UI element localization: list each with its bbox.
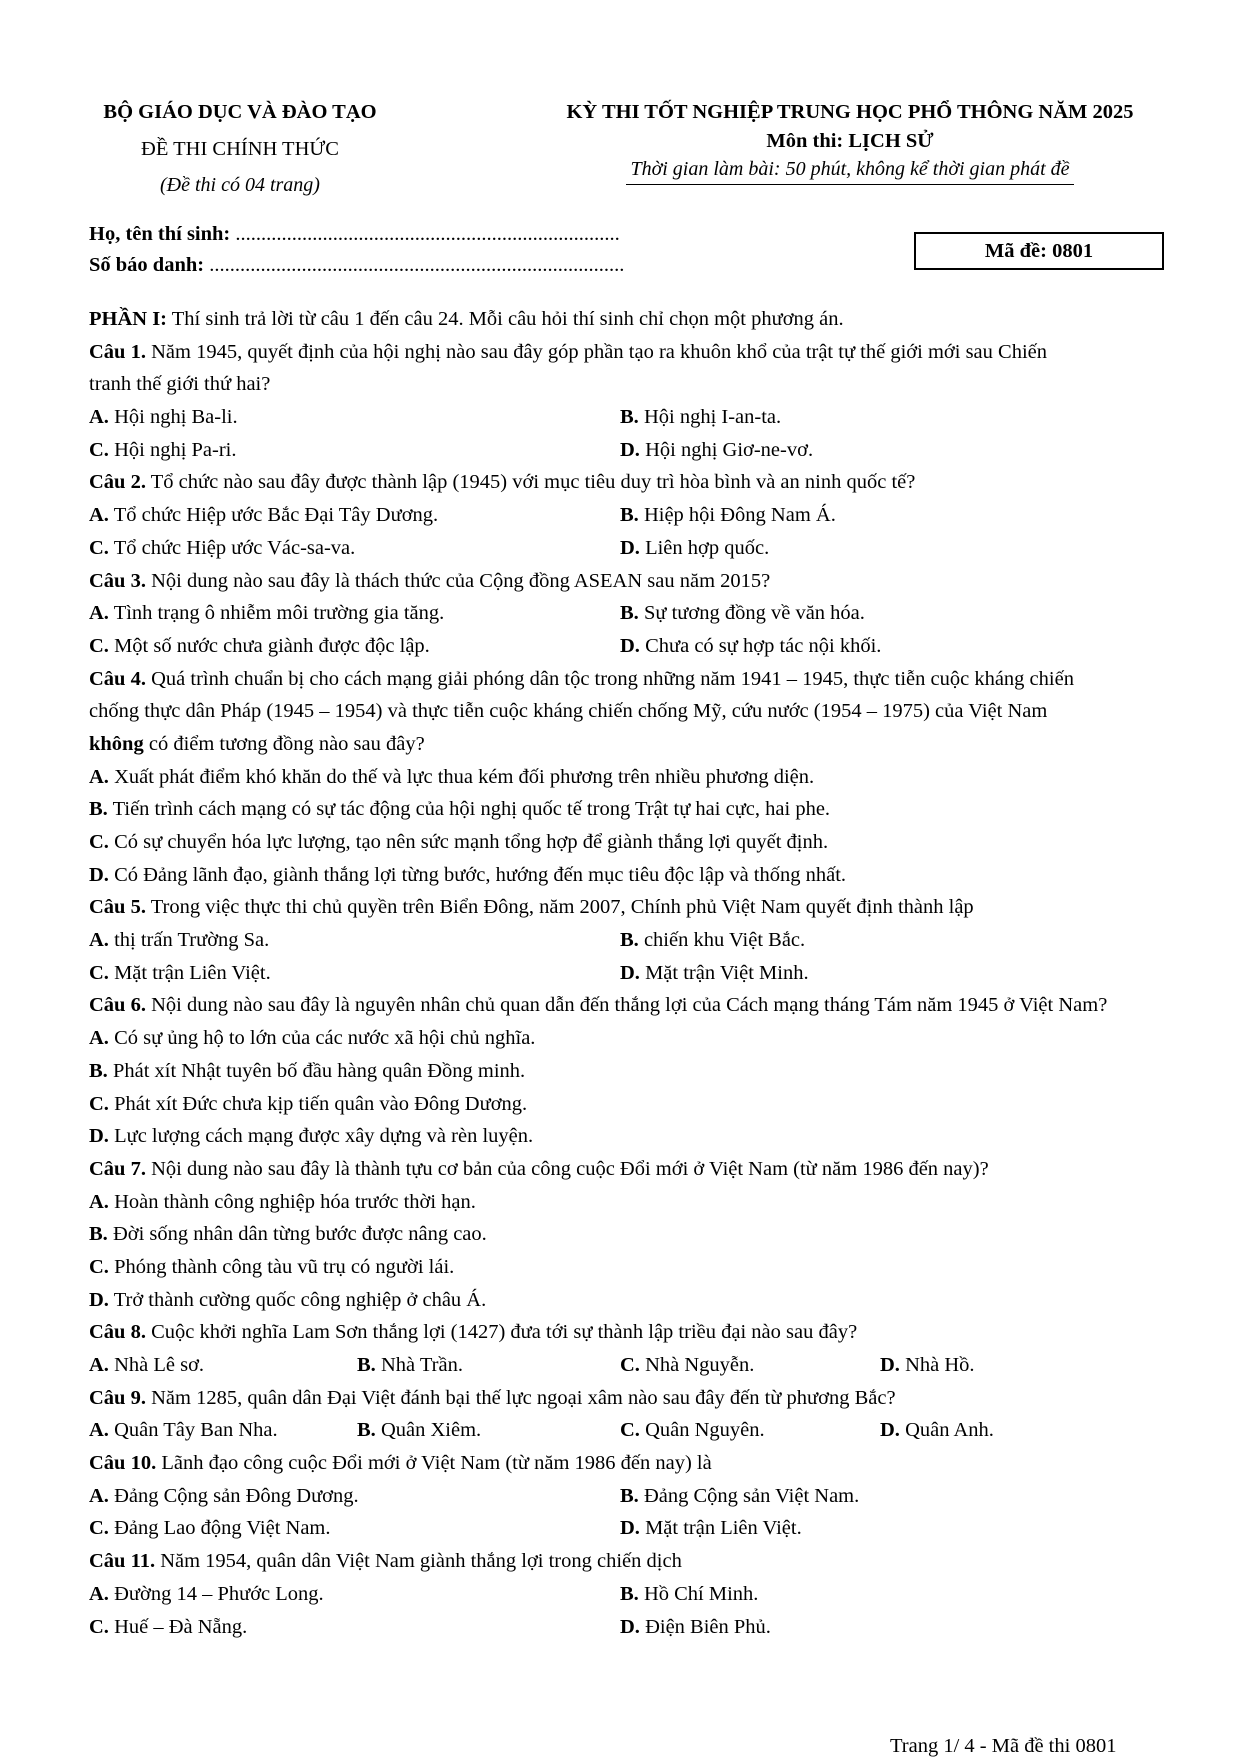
option-a <box>89 1186 476 1219</box>
question-3-line <box>89 565 1181 598</box>
options-row <box>89 859 1181 892</box>
question-10-line <box>89 1447 1181 1480</box>
option-key: C. <box>89 1092 109 1115</box>
candidate-name-dots: ........................................................................... <box>235 223 620 245</box>
exam-code-box: Mã đề: 0801 <box>914 232 1164 270</box>
options-row <box>89 957 1181 990</box>
option-text: Hội nghị Ba-li. <box>114 406 238 429</box>
option-a <box>89 597 444 630</box>
option-key: A. <box>89 1582 109 1605</box>
question-2-line <box>89 466 1181 499</box>
option-a <box>89 1480 359 1513</box>
option-text: Liên hợp quốc. <box>645 536 770 559</box>
option-d <box>89 859 846 892</box>
candidate-id-label: Số báo danh: <box>89 254 205 276</box>
question-text: tranh thế giới thứ hai? <box>89 373 271 396</box>
ministry-name: BỘ GIÁO DỤC VÀ ĐÀO TẠO <box>103 101 377 123</box>
option-text: Trở thành cường quốc công nghiệp ở châu Á. <box>113 1288 487 1311</box>
option-key: C. <box>89 438 109 461</box>
question-1-line <box>89 368 1181 401</box>
option-key: B. <box>620 1582 639 1605</box>
option-text: Tổ chức Hiệp ước Bắc Đại Tây Dương. <box>113 504 439 527</box>
header-left <box>70 100 410 198</box>
option-b <box>620 597 865 630</box>
option-key: A. <box>89 1354 109 1376</box>
header-right <box>500 100 1200 185</box>
option-b <box>620 499 836 532</box>
option-d <box>620 434 813 467</box>
question-8-line <box>89 1316 1181 1349</box>
option-key: D. <box>620 438 640 461</box>
option-key: D. <box>620 634 640 657</box>
option-key: B. <box>620 1484 639 1507</box>
option-d <box>880 1414 994 1447</box>
options-row <box>89 761 1181 794</box>
option-text: Đảng Cộng sản Đông Dương. <box>114 1484 359 1507</box>
option-b <box>89 1055 525 1088</box>
option-key: D. <box>89 863 109 886</box>
option-key: C. <box>89 831 109 853</box>
question-text: Tổ chức nào sau đây được thành lập (1945) với mục tiêu duy trì hòa bình và an ninh quốc tế? <box>145 471 916 494</box>
candidate-name-label: Họ, tên thí sinh: <box>89 223 231 245</box>
options-row <box>89 1349 1181 1382</box>
option-key: A. <box>89 602 109 625</box>
question-emphasis: không <box>89 732 144 755</box>
option-key: A. <box>89 1484 109 1507</box>
part-text: Thí sinh trả lời từ câu 1 đến câu 24. Mỗi câu hỏi thí sinh chỉ chọn một phương án. <box>167 308 844 330</box>
option-key: D. <box>620 961 640 984</box>
options-row <box>89 1218 1181 1251</box>
option-text: Sự tương đồng về văn hóa. <box>643 602 865 625</box>
option-text: Hội nghị Pa-ri. <box>114 438 237 461</box>
option-key: A. <box>89 406 109 429</box>
option-text: Quân Anh. <box>905 1419 994 1442</box>
option-text: Đường 14 – Phước Long. <box>114 1582 324 1605</box>
option-key: A. <box>89 1190 109 1213</box>
part-label: PHẦN I: <box>89 308 168 330</box>
question-1-line <box>89 336 1181 369</box>
question-text: Quá trình chuẩn bị cho cách mạng giải phóng dân tộc trong những năm 1941 – 1945, thực tiễn cuộc kháng chiến <box>145 667 1074 690</box>
options-row <box>89 1578 1181 1611</box>
question-text: Năm 1945, quyết định của hội nghị nào sau đây góp phần tạo ra khuôn khổ của trật tự thế giới mới sau Chiến <box>145 340 1047 363</box>
option-key: B. <box>89 1223 108 1246</box>
question-text: Nội dung nào sau đây là thách thức của Cộng đồng ASEAN sau năm 2015? <box>145 569 771 592</box>
option-key: A. <box>89 765 109 788</box>
question-label: Câu 2. <box>89 471 146 494</box>
option-text: Điện Biên Phủ. <box>645 1615 771 1638</box>
question-text: chống thực dân Pháp (1945 – 1954) và thực tiễn cuộc kháng chiến chống Mỹ, cứu nước (1954 – 1975) của Việt Nam <box>89 700 1048 723</box>
option-key: C. <box>89 1517 109 1540</box>
option-a <box>89 499 438 532</box>
question-label: Câu 5. <box>89 896 146 919</box>
option-d <box>89 1120 533 1153</box>
option-text: Đảng Cộng sản Việt Nam. <box>643 1484 860 1507</box>
options-row <box>89 1186 1181 1219</box>
options-row <box>89 630 1181 663</box>
option-b <box>357 1414 481 1447</box>
option-key: C. <box>620 1354 640 1376</box>
options-row <box>89 434 1181 467</box>
options-row <box>89 401 1181 434</box>
option-c <box>89 826 828 859</box>
option-b <box>620 1480 859 1513</box>
option-text: Hội nghị I-an-ta. <box>643 406 782 429</box>
options-row <box>89 1120 1181 1153</box>
option-text: Một số nước chưa giành được độc lập. <box>114 634 430 657</box>
subject-title: Môn thi: LỊCH SỬ <box>766 129 934 152</box>
option-key: B. <box>357 1419 376 1442</box>
question-label: Câu 9. <box>89 1386 146 1409</box>
exam-title: KỲ THI TỐT NGHIỆP TRUNG HỌC PHỔ THÔNG NĂM 2025 <box>566 101 1134 123</box>
option-c <box>89 434 236 467</box>
option-text: Phóng thành công tàu vũ trụ có người lái. <box>114 1255 455 1278</box>
option-key: C. <box>620 1419 640 1442</box>
option-text: Phát xít Đức chưa kịp tiến quân vào Đông Dương. <box>114 1092 528 1115</box>
option-b <box>620 1578 758 1611</box>
time-note: Thời gian làm bài: 50 phút, không kể thời gian phát đề <box>626 157 1073 185</box>
option-key: D. <box>880 1354 900 1376</box>
option-c <box>89 1512 331 1545</box>
option-d <box>89 1284 486 1317</box>
option-text: Hội nghị Giơ-ne-vơ. <box>645 438 814 461</box>
question-text: Trong việc thực thi chủ quyền trên Biển Đông, năm 2007, Chính phủ Việt Nam quyết định thành lập <box>145 896 974 919</box>
option-text: Xuất phát điểm khó khăn do thế và lực thua kém đối phương trên nhiều phương diện. <box>114 765 815 788</box>
question-label: Câu 11. <box>89 1550 156 1573</box>
candidate-id-line <box>89 253 624 279</box>
option-text: Nhà Lê sơ. <box>114 1354 205 1376</box>
option-a <box>89 761 814 794</box>
option-key: B. <box>357 1354 376 1376</box>
options-row <box>89 1284 1181 1317</box>
option-key: B. <box>89 1059 108 1082</box>
options-row <box>89 1088 1181 1121</box>
option-text: Tiến trình cách mạng có sự tác động của hội nghị quốc tế trong Trật tự hai cực, hai phe. <box>112 798 831 821</box>
question-label: Câu 10. <box>89 1452 157 1475</box>
option-text: Mặt trận Liên Việt. <box>645 1517 802 1540</box>
option-key: C. <box>89 634 109 657</box>
question-4-line <box>89 663 1181 696</box>
question-text: Năm 1285, quân dân Đại Việt đánh bại thế lực ngoại xâm nào sau đây đến từ phương Bắc? <box>145 1386 896 1409</box>
option-text: Lực lượng cách mạng được xây dựng và rèn luyện. <box>114 1125 534 1148</box>
candidate-id-dots: ................................................................................. <box>209 254 625 276</box>
option-text: Chưa có sự hợp tác nội khối. <box>645 634 882 657</box>
option-text: Quân Xiêm. <box>380 1419 482 1442</box>
option-c <box>620 1349 754 1382</box>
pages-note: (Đề thi có 04 trang) <box>160 174 320 197</box>
option-key: D. <box>620 536 640 559</box>
option-text: Quân Tây Ban Nha. <box>114 1419 278 1442</box>
option-b <box>357 1349 463 1382</box>
part-heading <box>89 303 1181 336</box>
option-text: Đảng Lao động Việt Nam. <box>114 1517 331 1540</box>
question-text: Nội dung nào sau đây là thành tựu cơ bản của công cuộc Đổi mới ở Việt Nam (từ năm 1986 đến nay)? <box>145 1157 989 1180</box>
options-row <box>89 1611 1181 1644</box>
option-key: B. <box>620 602 639 625</box>
option-b <box>89 1218 487 1251</box>
candidate-name-line <box>89 222 620 248</box>
options-row <box>89 924 1181 957</box>
question-text: Lãnh đạo công cuộc Đổi mới ở Việt Nam (từ năm 1986 đến nay) là <box>156 1452 712 1475</box>
options-row <box>89 597 1181 630</box>
option-d <box>620 1611 771 1644</box>
option-b <box>620 924 805 957</box>
question-text: có điểm tương đồng nào sau đây? <box>143 732 425 755</box>
question-text: Nội dung nào sau đây là nguyên nhân chủ quan dẫn đến thắng lợi của Cách mạng tháng Tám năm 1945 ở Việt Nam? <box>145 994 1108 1017</box>
option-text: Mặt trận Liên Việt. <box>114 961 271 984</box>
option-d <box>620 1512 802 1545</box>
option-c <box>89 532 355 565</box>
question-label: Câu 1. <box>89 340 146 363</box>
option-c <box>620 1414 765 1447</box>
option-c <box>89 1251 454 1284</box>
option-c <box>89 1611 247 1644</box>
question-text: Năm 1954, quân dân Việt Nam giành thắng lợi trong chiến dịch <box>155 1550 682 1573</box>
option-key: A. <box>89 929 109 952</box>
question-6-line <box>89 989 1181 1022</box>
question-5-line <box>89 891 1181 924</box>
option-text: chiến khu Việt Bắc. <box>643 929 806 952</box>
page-footer: Trang 1/ 4 - Mã đề thi 0801 <box>890 1735 1117 1757</box>
option-text: Tình trạng ô nhiễm môi trường gia tăng. <box>113 602 445 625</box>
options-row <box>89 1251 1181 1284</box>
question-7-line <box>89 1153 1181 1186</box>
options-row <box>89 826 1181 859</box>
exam-kind: ĐỀ THI CHÍNH THỨC <box>141 137 339 160</box>
option-key: D. <box>620 1615 640 1638</box>
question-label: Câu 7. <box>89 1157 146 1180</box>
option-key: B. <box>620 504 639 527</box>
option-key: D. <box>880 1419 900 1442</box>
option-key: A. <box>89 1419 109 1442</box>
option-text: Hoàn thành công nghiệp hóa trước thời hạn. <box>114 1190 476 1213</box>
option-text: Hồ Chí Minh. <box>643 1582 759 1605</box>
question-4-line <box>89 728 1181 761</box>
option-c <box>89 630 430 663</box>
option-d <box>620 630 881 663</box>
question-text: Cuộc khởi nghĩa Lam Sơn thắng lợi (1427) đưa tới sự thành lập triều đại nào sau đây? <box>145 1321 858 1344</box>
question-label: Câu 4. <box>89 667 146 690</box>
question-4-line <box>89 695 1181 728</box>
option-key: B. <box>89 798 108 821</box>
option-a <box>89 1578 324 1611</box>
option-key: A. <box>89 1027 109 1050</box>
option-a <box>89 401 238 434</box>
option-a <box>89 1349 204 1382</box>
option-key: C. <box>89 536 109 559</box>
options-row <box>89 793 1181 826</box>
options-row <box>89 1512 1181 1545</box>
option-c <box>89 1088 527 1121</box>
option-text: Huế – Đà Nẵng. <box>114 1615 248 1638</box>
option-text: Mặt trận Việt Minh. <box>645 961 809 984</box>
option-key: C. <box>89 961 109 984</box>
option-key: D. <box>89 1288 109 1311</box>
option-text: Quân Nguyên. <box>645 1419 765 1442</box>
question-11-line <box>89 1545 1181 1578</box>
options-row <box>89 1022 1181 1055</box>
option-text: thị trấn Trường Sa. <box>114 929 270 952</box>
option-d <box>880 1349 975 1382</box>
options-row <box>89 499 1181 532</box>
option-key: C. <box>89 1255 109 1278</box>
option-key: B. <box>620 929 639 952</box>
question-label: Câu 6. <box>89 994 146 1017</box>
exam-content <box>89 303 1181 1643</box>
option-text: Tổ chức Hiệp ước Vác-sa-va. <box>113 536 356 559</box>
option-text: Có sự ủng hộ to lớn của các nước xã hội chủ nghĩa. <box>114 1027 536 1050</box>
option-d <box>620 532 769 565</box>
question-9-line <box>89 1382 1181 1415</box>
option-a <box>89 924 269 957</box>
option-b <box>620 401 781 434</box>
question-label: Câu 3. <box>89 569 146 592</box>
option-b <box>89 793 830 826</box>
options-row <box>89 1414 1181 1447</box>
option-text: Đời sống nhân dân từng bước được nâng cao. <box>112 1223 487 1246</box>
option-a <box>89 1414 278 1447</box>
options-row <box>89 1480 1181 1513</box>
option-key: C. <box>89 1615 109 1638</box>
option-text: Phát xít Nhật tuyên bố đầu hàng quân Đồng minh. <box>112 1059 526 1082</box>
option-text: Nhà Trần. <box>380 1354 463 1376</box>
option-text: Có Đảng lãnh đạo, giành thắng lợi từng bước, hướng đến mục tiêu độc lập và thống nhất. <box>114 863 847 886</box>
option-c <box>89 957 271 990</box>
option-text: Hiệp hội Đông Nam Á. <box>643 504 836 527</box>
question-label: Câu 8. <box>89 1321 146 1344</box>
option-a <box>89 1022 535 1055</box>
options-row <box>89 532 1181 565</box>
options-row <box>89 1055 1181 1088</box>
option-d <box>620 957 809 990</box>
option-key: B. <box>620 406 639 429</box>
option-key: D. <box>620 1517 640 1540</box>
option-text: Nhà Nguyễn. <box>645 1354 755 1376</box>
option-key: D. <box>89 1125 109 1148</box>
option-text: Nhà Hồ. <box>905 1354 975 1376</box>
option-key: A. <box>89 504 109 527</box>
option-text: Có sự chuyển hóa lực lượng, tạo nên sức mạnh tổng hợp để giành thắng lợi quyết định. <box>114 831 829 853</box>
